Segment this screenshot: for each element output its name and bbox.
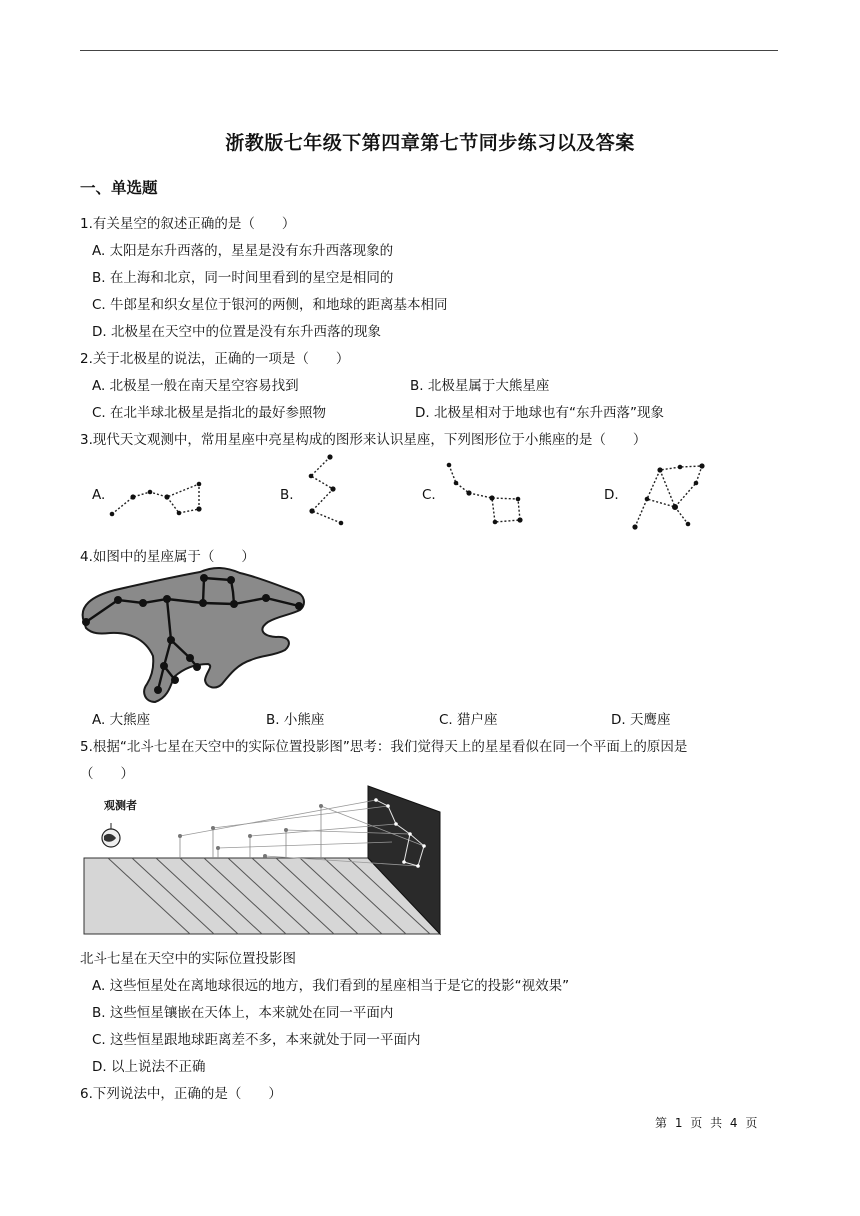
question-4-option-c: C. 猎户座 [439,712,498,728]
question-1-option-d: D. 北极星在天空中的位置是没有东升西落的现象 [92,324,381,340]
page-footer: 第 1 页 共 4 页 [655,1116,760,1130]
document-title: 浙教版七年级下第四章第七节同步练习以及答案 [225,132,635,154]
question-3-stem: 3.现代天文观测中，常用星座中亮星构成的图形来认识星座，下列图形位于小熊座的是（ ） [80,432,647,448]
question-1-option-c: C. 牛郎星和织女星位于银河的两侧，和地球的距离基本相同 [92,297,448,313]
question-1-option-a: A. 太阳是东升西落的，星星是没有东升西落现象的 [92,243,394,259]
question-3-option-c: C. [422,487,436,503]
question-5-stem-line1: 5.根据“北斗七星在天空中的实际位置投影图”思考：我们觉得天上的星星看似在同一个平面上的原因是 [80,739,688,755]
observer-label: 观测者 [104,799,137,812]
question-3-option-b: B. [280,487,294,503]
question-5-option-c: C. 这些恒星跟地球距离差不多，本来就处于同一平面内 [92,1032,421,1048]
space-stars [178,804,323,858]
question-1-option-b: B. 在上海和北京，同一时间里看到的星空是相同的 [92,270,394,286]
question-3-option-d: D. [604,487,619,503]
question-3-option-a: A. [92,487,106,503]
question-2-option-c: C. 在北半球北极星是指北的最好参照物 [92,405,327,421]
question-5-option-b: B. 这些恒星镶嵌在天体上，本来就处在同一平面内 [92,1005,394,1021]
question-5-option-a: A. 这些恒星处在离地球很远的地方，我们看到的星座相当于是它的投影“视效果” [92,978,570,994]
question-6-stem: 6.下列说法中，正确的是（ ） [80,1086,282,1102]
question-4-stem: 4.如图中的星座属于（ ） [80,549,255,565]
question-4-option-b: B. 小熊座 [266,712,325,728]
question-5-stem-line2: （ ） [80,766,134,782]
question-2-option-d: D. 北极星相对于地球也有“东升西落”现象 [415,405,664,421]
question-2-option-b: B. 北极星属于大熊星座 [410,378,550,394]
question-5-option-d: D. 以上说法不正确 [92,1059,206,1075]
question-2-option-a: A. 北极星一般在南天星空容易找到 [92,378,299,394]
section-heading: 一、单选题 [80,179,158,197]
question-1-stem: 1.有关星空的叙述正确的是（ ） [80,216,296,232]
question-4-option-a: A. 大熊座 [92,712,151,728]
question-4-option-d: D. 天鹰座 [611,712,671,728]
question-2-stem: 2.关于北极星的说法，正确的一项是（ ） [80,351,350,367]
figure-caption: 北斗七星在天空中的实际位置投影图 [80,951,296,967]
